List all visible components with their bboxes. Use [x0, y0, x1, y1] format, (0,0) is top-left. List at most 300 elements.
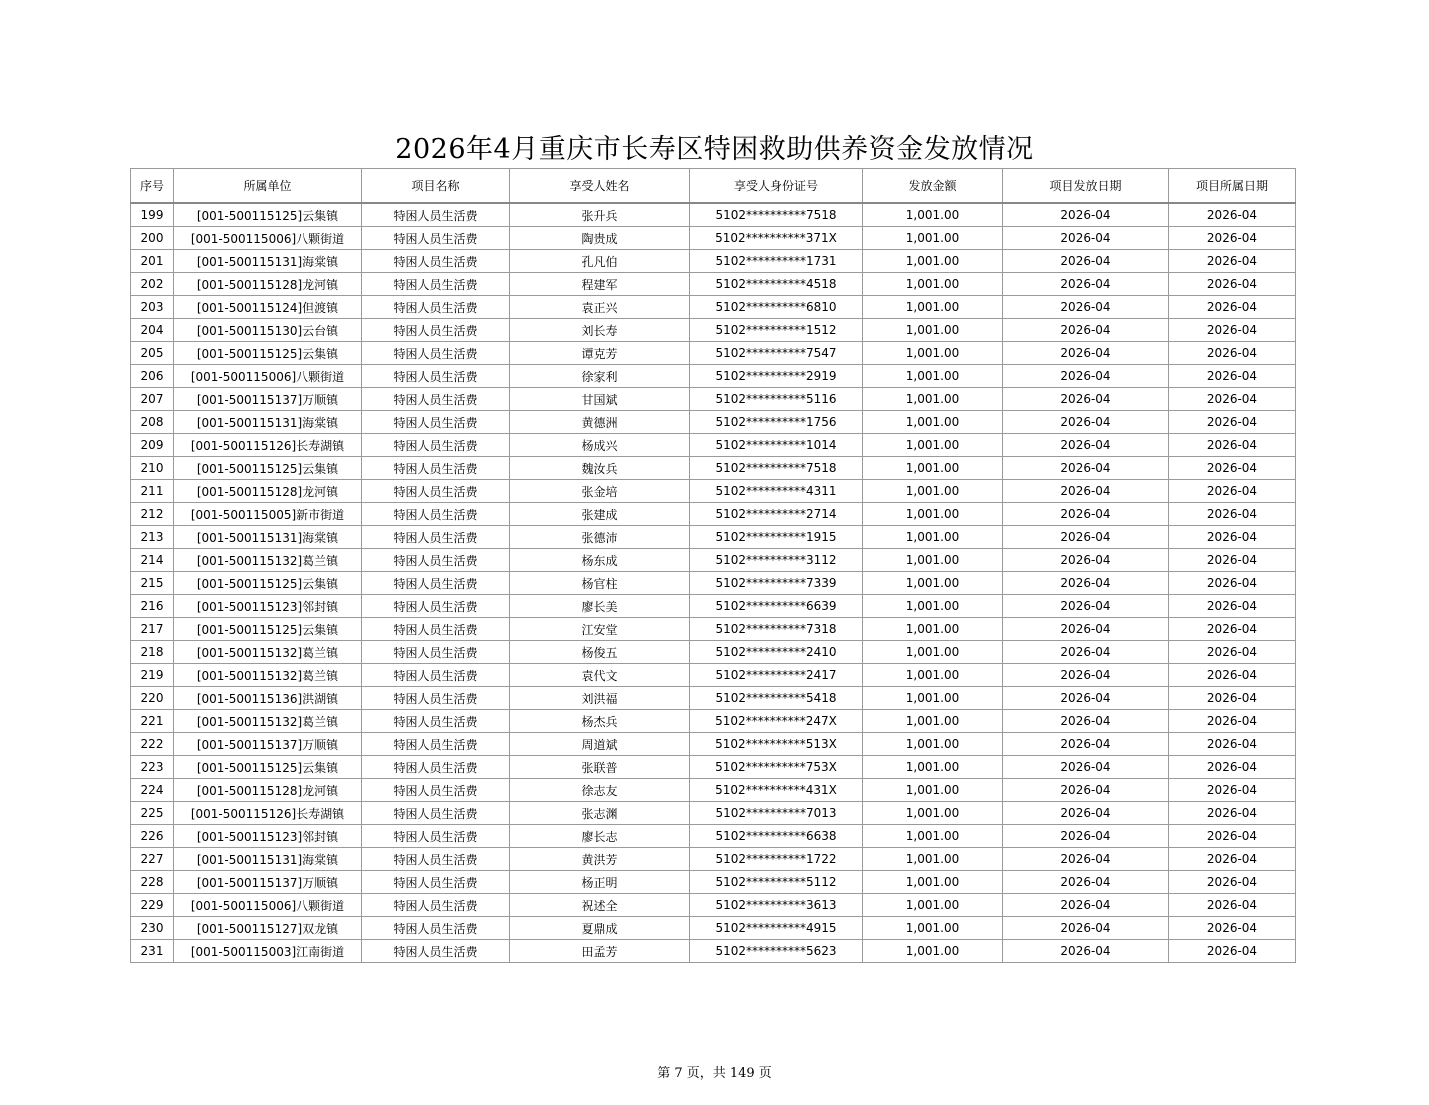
cell-unit: [001-500115128]龙河镇 [174, 779, 362, 802]
cell-period: 2026-04 [1169, 549, 1296, 572]
cell-index: 210 [131, 457, 174, 480]
cell-issue-date: 2026-04 [1003, 250, 1169, 273]
cell-project-name: 特困人员生活费 [362, 526, 510, 549]
cell-index: 230 [131, 917, 174, 940]
cell-period: 2026-04 [1169, 733, 1296, 756]
cell-unit: [001-500115125]云集镇 [174, 203, 362, 227]
cell-id-number: 5102**********4518 [690, 273, 863, 296]
cell-project-name: 特困人员生活费 [362, 203, 510, 227]
cell-amount: 1,001.00 [863, 940, 1003, 963]
cell-amount: 1,001.00 [863, 388, 1003, 411]
cell-issue-date: 2026-04 [1003, 825, 1169, 848]
cell-recipient-name: 黄德洲 [510, 411, 690, 434]
cell-period: 2026-04 [1169, 319, 1296, 342]
table-body [131, 203, 1296, 963]
cell-recipient-name: 田孟芳 [510, 940, 690, 963]
cell-issue-date: 2026-04 [1003, 756, 1169, 779]
cell-id-number: 5102**********1756 [690, 411, 863, 434]
cell-id-number: 5102**********1512 [690, 319, 863, 342]
cell-project-name: 特困人员生活费 [362, 480, 510, 503]
table-row [131, 480, 1296, 503]
cell-project-name: 特困人员生活费 [362, 664, 510, 687]
cell-unit: [001-500115128]龙河镇 [174, 480, 362, 503]
cell-project-name: 特困人员生活费 [362, 572, 510, 595]
table-row [131, 526, 1296, 549]
cell-unit: [001-500115132]葛兰镇 [174, 641, 362, 664]
cell-index: 215 [131, 572, 174, 595]
cell-amount: 1,001.00 [863, 503, 1003, 526]
table-row [131, 848, 1296, 871]
cell-recipient-name: 杨东成 [510, 549, 690, 572]
cell-period: 2026-04 [1169, 894, 1296, 917]
cell-unit: [001-500115131]海棠镇 [174, 848, 362, 871]
cell-unit: [001-500115123]邻封镇 [174, 825, 362, 848]
cell-period: 2026-04 [1169, 296, 1296, 319]
cell-amount: 1,001.00 [863, 273, 1003, 296]
cell-unit: [001-500115006]八颗街道 [174, 894, 362, 917]
cell-project-name: 特困人员生活费 [362, 687, 510, 710]
cell-period: 2026-04 [1169, 940, 1296, 963]
cell-unit: [001-500115125]云集镇 [174, 618, 362, 641]
cell-amount: 1,001.00 [863, 227, 1003, 250]
cell-id-number: 5102**********2919 [690, 365, 863, 388]
cell-period: 2026-04 [1169, 480, 1296, 503]
table-row [131, 802, 1296, 825]
cell-period: 2026-04 [1169, 618, 1296, 641]
cell-period: 2026-04 [1169, 756, 1296, 779]
cell-index: 219 [131, 664, 174, 687]
cell-amount: 1,001.00 [863, 664, 1003, 687]
cell-id-number: 5102**********3112 [690, 549, 863, 572]
header-project-name: 项目名称 [362, 169, 510, 204]
cell-recipient-name: 甘国斌 [510, 388, 690, 411]
table-row [131, 756, 1296, 779]
cell-project-name: 特困人员生活费 [362, 411, 510, 434]
cell-recipient-name: 刘长寿 [510, 319, 690, 342]
cell-issue-date: 2026-04 [1003, 917, 1169, 940]
cell-project-name: 特困人员生活费 [362, 825, 510, 848]
cell-issue-date: 2026-04 [1003, 710, 1169, 733]
cell-id-number: 5102**********431X [690, 779, 863, 802]
table-row [131, 411, 1296, 434]
page-title: 2026年4月重庆市长寿区特困救助供养资金发放情况 [395, 134, 1034, 165]
cell-unit: [001-500115005]新市街道 [174, 503, 362, 526]
cell-unit: [001-500115128]龙河镇 [174, 273, 362, 296]
cell-id-number: 5102**********1014 [690, 434, 863, 457]
cell-unit: [001-500115126]长寿湖镇 [174, 802, 362, 825]
cell-id-number: 5102**********7339 [690, 572, 863, 595]
cell-amount: 1,001.00 [863, 319, 1003, 342]
cell-recipient-name: 张德沛 [510, 526, 690, 549]
cell-id-number: 5102**********5112 [690, 871, 863, 894]
cell-unit: [001-500115131]海棠镇 [174, 250, 362, 273]
cell-period: 2026-04 [1169, 227, 1296, 250]
table-row [131, 549, 1296, 572]
table-header-row [131, 169, 1296, 204]
cell-index: 229 [131, 894, 174, 917]
cell-period: 2026-04 [1169, 434, 1296, 457]
table-row [131, 664, 1296, 687]
header-id-number: 享受人身份证号 [690, 169, 863, 204]
cell-amount: 1,001.00 [863, 365, 1003, 388]
cell-amount: 1,001.00 [863, 480, 1003, 503]
cell-project-name: 特困人员生活费 [362, 871, 510, 894]
cell-period: 2026-04 [1169, 411, 1296, 434]
cell-id-number: 5102**********1731 [690, 250, 863, 273]
cell-issue-date: 2026-04 [1003, 411, 1169, 434]
cell-index: 206 [131, 365, 174, 388]
cell-period: 2026-04 [1169, 825, 1296, 848]
table-row [131, 457, 1296, 480]
cell-issue-date: 2026-04 [1003, 273, 1169, 296]
cell-issue-date: 2026-04 [1003, 779, 1169, 802]
cell-index: 222 [131, 733, 174, 756]
cell-period: 2026-04 [1169, 526, 1296, 549]
cell-unit: [001-500115123]邻封镇 [174, 595, 362, 618]
cell-recipient-name: 孔凡伯 [510, 250, 690, 273]
cell-id-number: 5102**********1915 [690, 526, 863, 549]
cell-index: 214 [131, 549, 174, 572]
cell-index: 225 [131, 802, 174, 825]
table-row [131, 388, 1296, 411]
cell-period: 2026-04 [1169, 342, 1296, 365]
cell-issue-date: 2026-04 [1003, 503, 1169, 526]
cell-recipient-name: 杨官柱 [510, 572, 690, 595]
cell-unit: [001-500115137]万顺镇 [174, 388, 362, 411]
cell-id-number: 5102**********6638 [690, 825, 863, 848]
cell-project-name: 特困人员生活费 [362, 273, 510, 296]
cell-id-number: 5102**********753X [690, 756, 863, 779]
cell-period: 2026-04 [1169, 572, 1296, 595]
table-row [131, 203, 1296, 227]
cell-period: 2026-04 [1169, 595, 1296, 618]
header-recipient-name: 享受人姓名 [510, 169, 690, 204]
cell-period: 2026-04 [1169, 503, 1296, 526]
data-table [130, 168, 1296, 963]
cell-recipient-name: 江安堂 [510, 618, 690, 641]
cell-unit: [001-500115130]云台镇 [174, 319, 362, 342]
cell-unit: [001-500115126]长寿湖镇 [174, 434, 362, 457]
cell-index: 208 [131, 411, 174, 434]
page-footer: 第 7 页，共 149 页 [657, 1066, 772, 1081]
cell-index: 227 [131, 848, 174, 871]
cell-project-name: 特困人员生活费 [362, 503, 510, 526]
cell-recipient-name: 杨杰兵 [510, 710, 690, 733]
cell-amount: 1,001.00 [863, 871, 1003, 894]
cell-amount: 1,001.00 [863, 825, 1003, 848]
cell-amount: 1,001.00 [863, 457, 1003, 480]
cell-issue-date: 2026-04 [1003, 227, 1169, 250]
cell-period: 2026-04 [1169, 641, 1296, 664]
cell-index: 201 [131, 250, 174, 273]
cell-issue-date: 2026-04 [1003, 894, 1169, 917]
cell-project-name: 特困人员生活费 [362, 250, 510, 273]
header-unit: 所属单位 [174, 169, 362, 204]
cell-index: 207 [131, 388, 174, 411]
cell-project-name: 特困人员生活费 [362, 365, 510, 388]
table-row [131, 825, 1296, 848]
cell-id-number: 5102**********7013 [690, 802, 863, 825]
cell-issue-date: 2026-04 [1003, 641, 1169, 664]
cell-issue-date: 2026-04 [1003, 940, 1169, 963]
cell-period: 2026-04 [1169, 273, 1296, 296]
table-row [131, 319, 1296, 342]
cell-amount: 1,001.00 [863, 203, 1003, 227]
cell-index: 212 [131, 503, 174, 526]
cell-project-name: 特困人员生活费 [362, 296, 510, 319]
cell-project-name: 特困人员生活费 [362, 641, 510, 664]
cell-issue-date: 2026-04 [1003, 457, 1169, 480]
cell-issue-date: 2026-04 [1003, 203, 1169, 227]
cell-unit: [001-500115127]双龙镇 [174, 917, 362, 940]
cell-amount: 1,001.00 [863, 710, 1003, 733]
cell-issue-date: 2026-04 [1003, 802, 1169, 825]
cell-index: 202 [131, 273, 174, 296]
cell-unit: [001-500115125]云集镇 [174, 572, 362, 595]
cell-index: 200 [131, 227, 174, 250]
cell-period: 2026-04 [1169, 802, 1296, 825]
cell-issue-date: 2026-04 [1003, 388, 1169, 411]
cell-id-number: 5102**********5116 [690, 388, 863, 411]
table-row [131, 710, 1296, 733]
cell-id-number: 5102**********2410 [690, 641, 863, 664]
cell-project-name: 特困人员生活费 [362, 388, 510, 411]
table-row [131, 365, 1296, 388]
header-issue-date: 项目发放日期 [1003, 169, 1169, 204]
cell-id-number: 5102**********1722 [690, 848, 863, 871]
cell-period: 2026-04 [1169, 871, 1296, 894]
cell-period: 2026-04 [1169, 664, 1296, 687]
cell-project-name: 特困人员生活费 [362, 756, 510, 779]
cell-amount: 1,001.00 [863, 894, 1003, 917]
cell-amount: 1,001.00 [863, 434, 1003, 457]
cell-id-number: 5102**********4311 [690, 480, 863, 503]
cell-project-name: 特困人员生活费 [362, 342, 510, 365]
table-row [131, 871, 1296, 894]
cell-unit: [001-500115136]洪湖镇 [174, 687, 362, 710]
cell-unit: [001-500115132]葛兰镇 [174, 710, 362, 733]
cell-recipient-name: 杨成兴 [510, 434, 690, 457]
header-period: 项目所属日期 [1169, 169, 1296, 204]
table-row [131, 733, 1296, 756]
cell-index: 216 [131, 595, 174, 618]
table-row [131, 894, 1296, 917]
cell-amount: 1,001.00 [863, 618, 1003, 641]
table-row [131, 779, 1296, 802]
cell-issue-date: 2026-04 [1003, 342, 1169, 365]
cell-index: 226 [131, 825, 174, 848]
table-row [131, 687, 1296, 710]
cell-amount: 1,001.00 [863, 917, 1003, 940]
cell-issue-date: 2026-04 [1003, 549, 1169, 572]
cell-issue-date: 2026-04 [1003, 687, 1169, 710]
cell-project-name: 特困人员生活费 [362, 319, 510, 342]
cell-period: 2026-04 [1169, 457, 1296, 480]
cell-issue-date: 2026-04 [1003, 365, 1169, 388]
cell-recipient-name: 张升兵 [510, 203, 690, 227]
cell-index: 203 [131, 296, 174, 319]
cell-recipient-name: 陶贵成 [510, 227, 690, 250]
cell-unit: [001-500115006]八颗街道 [174, 365, 362, 388]
cell-index: 204 [131, 319, 174, 342]
cell-amount: 1,001.00 [863, 641, 1003, 664]
cell-recipient-name: 谭克芳 [510, 342, 690, 365]
cell-index: 231 [131, 940, 174, 963]
table-row [131, 595, 1296, 618]
cell-project-name: 特困人员生活费 [362, 618, 510, 641]
cell-recipient-name: 刘洪福 [510, 687, 690, 710]
cell-index: 218 [131, 641, 174, 664]
table-row [131, 227, 1296, 250]
cell-issue-date: 2026-04 [1003, 572, 1169, 595]
cell-id-number: 5102**********5418 [690, 687, 863, 710]
cell-project-name: 特困人员生活费 [362, 779, 510, 802]
cell-id-number: 5102**********7518 [690, 457, 863, 480]
cell-period: 2026-04 [1169, 848, 1296, 871]
cell-issue-date: 2026-04 [1003, 733, 1169, 756]
table-row [131, 273, 1296, 296]
cell-issue-date: 2026-04 [1003, 618, 1169, 641]
cell-issue-date: 2026-04 [1003, 595, 1169, 618]
cell-issue-date: 2026-04 [1003, 319, 1169, 342]
cell-unit: [001-500115131]海棠镇 [174, 526, 362, 549]
cell-unit: [001-500115132]葛兰镇 [174, 549, 362, 572]
cell-id-number: 5102**********3613 [690, 894, 863, 917]
cell-unit: [001-500115131]海棠镇 [174, 411, 362, 434]
cell-recipient-name: 程建军 [510, 273, 690, 296]
table-row [131, 940, 1296, 963]
cell-id-number: 5102**********247X [690, 710, 863, 733]
cell-amount: 1,001.00 [863, 687, 1003, 710]
cell-unit: [001-500115125]云集镇 [174, 342, 362, 365]
cell-index: 224 [131, 779, 174, 802]
table-row [131, 503, 1296, 526]
cell-id-number: 5102**********371X [690, 227, 863, 250]
cell-period: 2026-04 [1169, 203, 1296, 227]
cell-id-number: 5102**********5623 [690, 940, 863, 963]
cell-index: 199 [131, 203, 174, 227]
cell-amount: 1,001.00 [863, 296, 1003, 319]
table-row [131, 434, 1296, 457]
cell-unit: [001-500115125]云集镇 [174, 756, 362, 779]
cell-recipient-name: 袁代文 [510, 664, 690, 687]
cell-issue-date: 2026-04 [1003, 871, 1169, 894]
cell-id-number: 5102**********2417 [690, 664, 863, 687]
cell-index: 213 [131, 526, 174, 549]
cell-project-name: 特困人员生活费 [362, 940, 510, 963]
table-row [131, 618, 1296, 641]
cell-id-number: 5102**********7547 [690, 342, 863, 365]
cell-recipient-name: 周道斌 [510, 733, 690, 756]
cell-recipient-name: 杨俊五 [510, 641, 690, 664]
cell-index: 228 [131, 871, 174, 894]
cell-issue-date: 2026-04 [1003, 526, 1169, 549]
cell-unit: [001-500115132]葛兰镇 [174, 664, 362, 687]
cell-recipient-name: 张联普 [510, 756, 690, 779]
cell-amount: 1,001.00 [863, 802, 1003, 825]
cell-id-number: 5102**********2714 [690, 503, 863, 526]
cell-id-number: 5102**********7318 [690, 618, 863, 641]
cell-issue-date: 2026-04 [1003, 848, 1169, 871]
table-row [131, 641, 1296, 664]
cell-amount: 1,001.00 [863, 572, 1003, 595]
cell-issue-date: 2026-04 [1003, 296, 1169, 319]
cell-project-name: 特困人员生活费 [362, 917, 510, 940]
cell-id-number: 5102**********7518 [690, 203, 863, 227]
cell-recipient-name: 徐家利 [510, 365, 690, 388]
cell-index: 209 [131, 434, 174, 457]
cell-project-name: 特困人员生活费 [362, 848, 510, 871]
cell-project-name: 特困人员生活费 [362, 457, 510, 480]
cell-period: 2026-04 [1169, 250, 1296, 273]
cell-index: 223 [131, 756, 174, 779]
cell-recipient-name: 徐志友 [510, 779, 690, 802]
cell-unit: [001-500115137]万顺镇 [174, 871, 362, 894]
cell-period: 2026-04 [1169, 388, 1296, 411]
cell-index: 221 [131, 710, 174, 733]
header-amount: 发放金额 [863, 169, 1003, 204]
cell-amount: 1,001.00 [863, 411, 1003, 434]
cell-unit: [001-500115006]八颗街道 [174, 227, 362, 250]
cell-period: 2026-04 [1169, 687, 1296, 710]
cell-unit: [001-500115124]但渡镇 [174, 296, 362, 319]
cell-amount: 1,001.00 [863, 526, 1003, 549]
cell-amount: 1,001.00 [863, 733, 1003, 756]
cell-recipient-name: 黄洪芳 [510, 848, 690, 871]
cell-period: 2026-04 [1169, 365, 1296, 388]
cell-amount: 1,001.00 [863, 250, 1003, 273]
cell-id-number: 5102**********513X [690, 733, 863, 756]
cell-unit: [001-500115003]江南街道 [174, 940, 362, 963]
cell-amount: 1,001.00 [863, 756, 1003, 779]
cell-recipient-name: 张建成 [510, 503, 690, 526]
table-row [131, 342, 1296, 365]
cell-recipient-name: 张志渊 [510, 802, 690, 825]
cell-unit: [001-500115125]云集镇 [174, 457, 362, 480]
cell-index: 220 [131, 687, 174, 710]
cell-issue-date: 2026-04 [1003, 434, 1169, 457]
cell-project-name: 特困人员生活费 [362, 802, 510, 825]
table-row [131, 917, 1296, 940]
cell-project-name: 特困人员生活费 [362, 894, 510, 917]
cell-period: 2026-04 [1169, 710, 1296, 733]
cell-amount: 1,001.00 [863, 549, 1003, 572]
cell-period: 2026-04 [1169, 779, 1296, 802]
cell-issue-date: 2026-04 [1003, 480, 1169, 503]
cell-amount: 1,001.00 [863, 779, 1003, 802]
table-row [131, 572, 1296, 595]
cell-recipient-name: 魏汝兵 [510, 457, 690, 480]
cell-amount: 1,001.00 [863, 595, 1003, 618]
cell-index: 217 [131, 618, 174, 641]
table-row [131, 296, 1296, 319]
cell-project-name: 特困人员生活费 [362, 733, 510, 756]
cell-period: 2026-04 [1169, 917, 1296, 940]
cell-project-name: 特困人员生活费 [362, 434, 510, 457]
cell-project-name: 特困人员生活费 [362, 710, 510, 733]
cell-recipient-name: 夏鼎成 [510, 917, 690, 940]
cell-id-number: 5102**********4915 [690, 917, 863, 940]
cell-recipient-name: 杨正明 [510, 871, 690, 894]
table-row [131, 250, 1296, 273]
cell-unit: [001-500115137]万顺镇 [174, 733, 362, 756]
cell-amount: 1,001.00 [863, 848, 1003, 871]
cell-project-name: 特困人员生活费 [362, 595, 510, 618]
cell-recipient-name: 祝述全 [510, 894, 690, 917]
header-index: 序号 [131, 169, 174, 204]
cell-index: 205 [131, 342, 174, 365]
cell-project-name: 特困人员生活费 [362, 227, 510, 250]
